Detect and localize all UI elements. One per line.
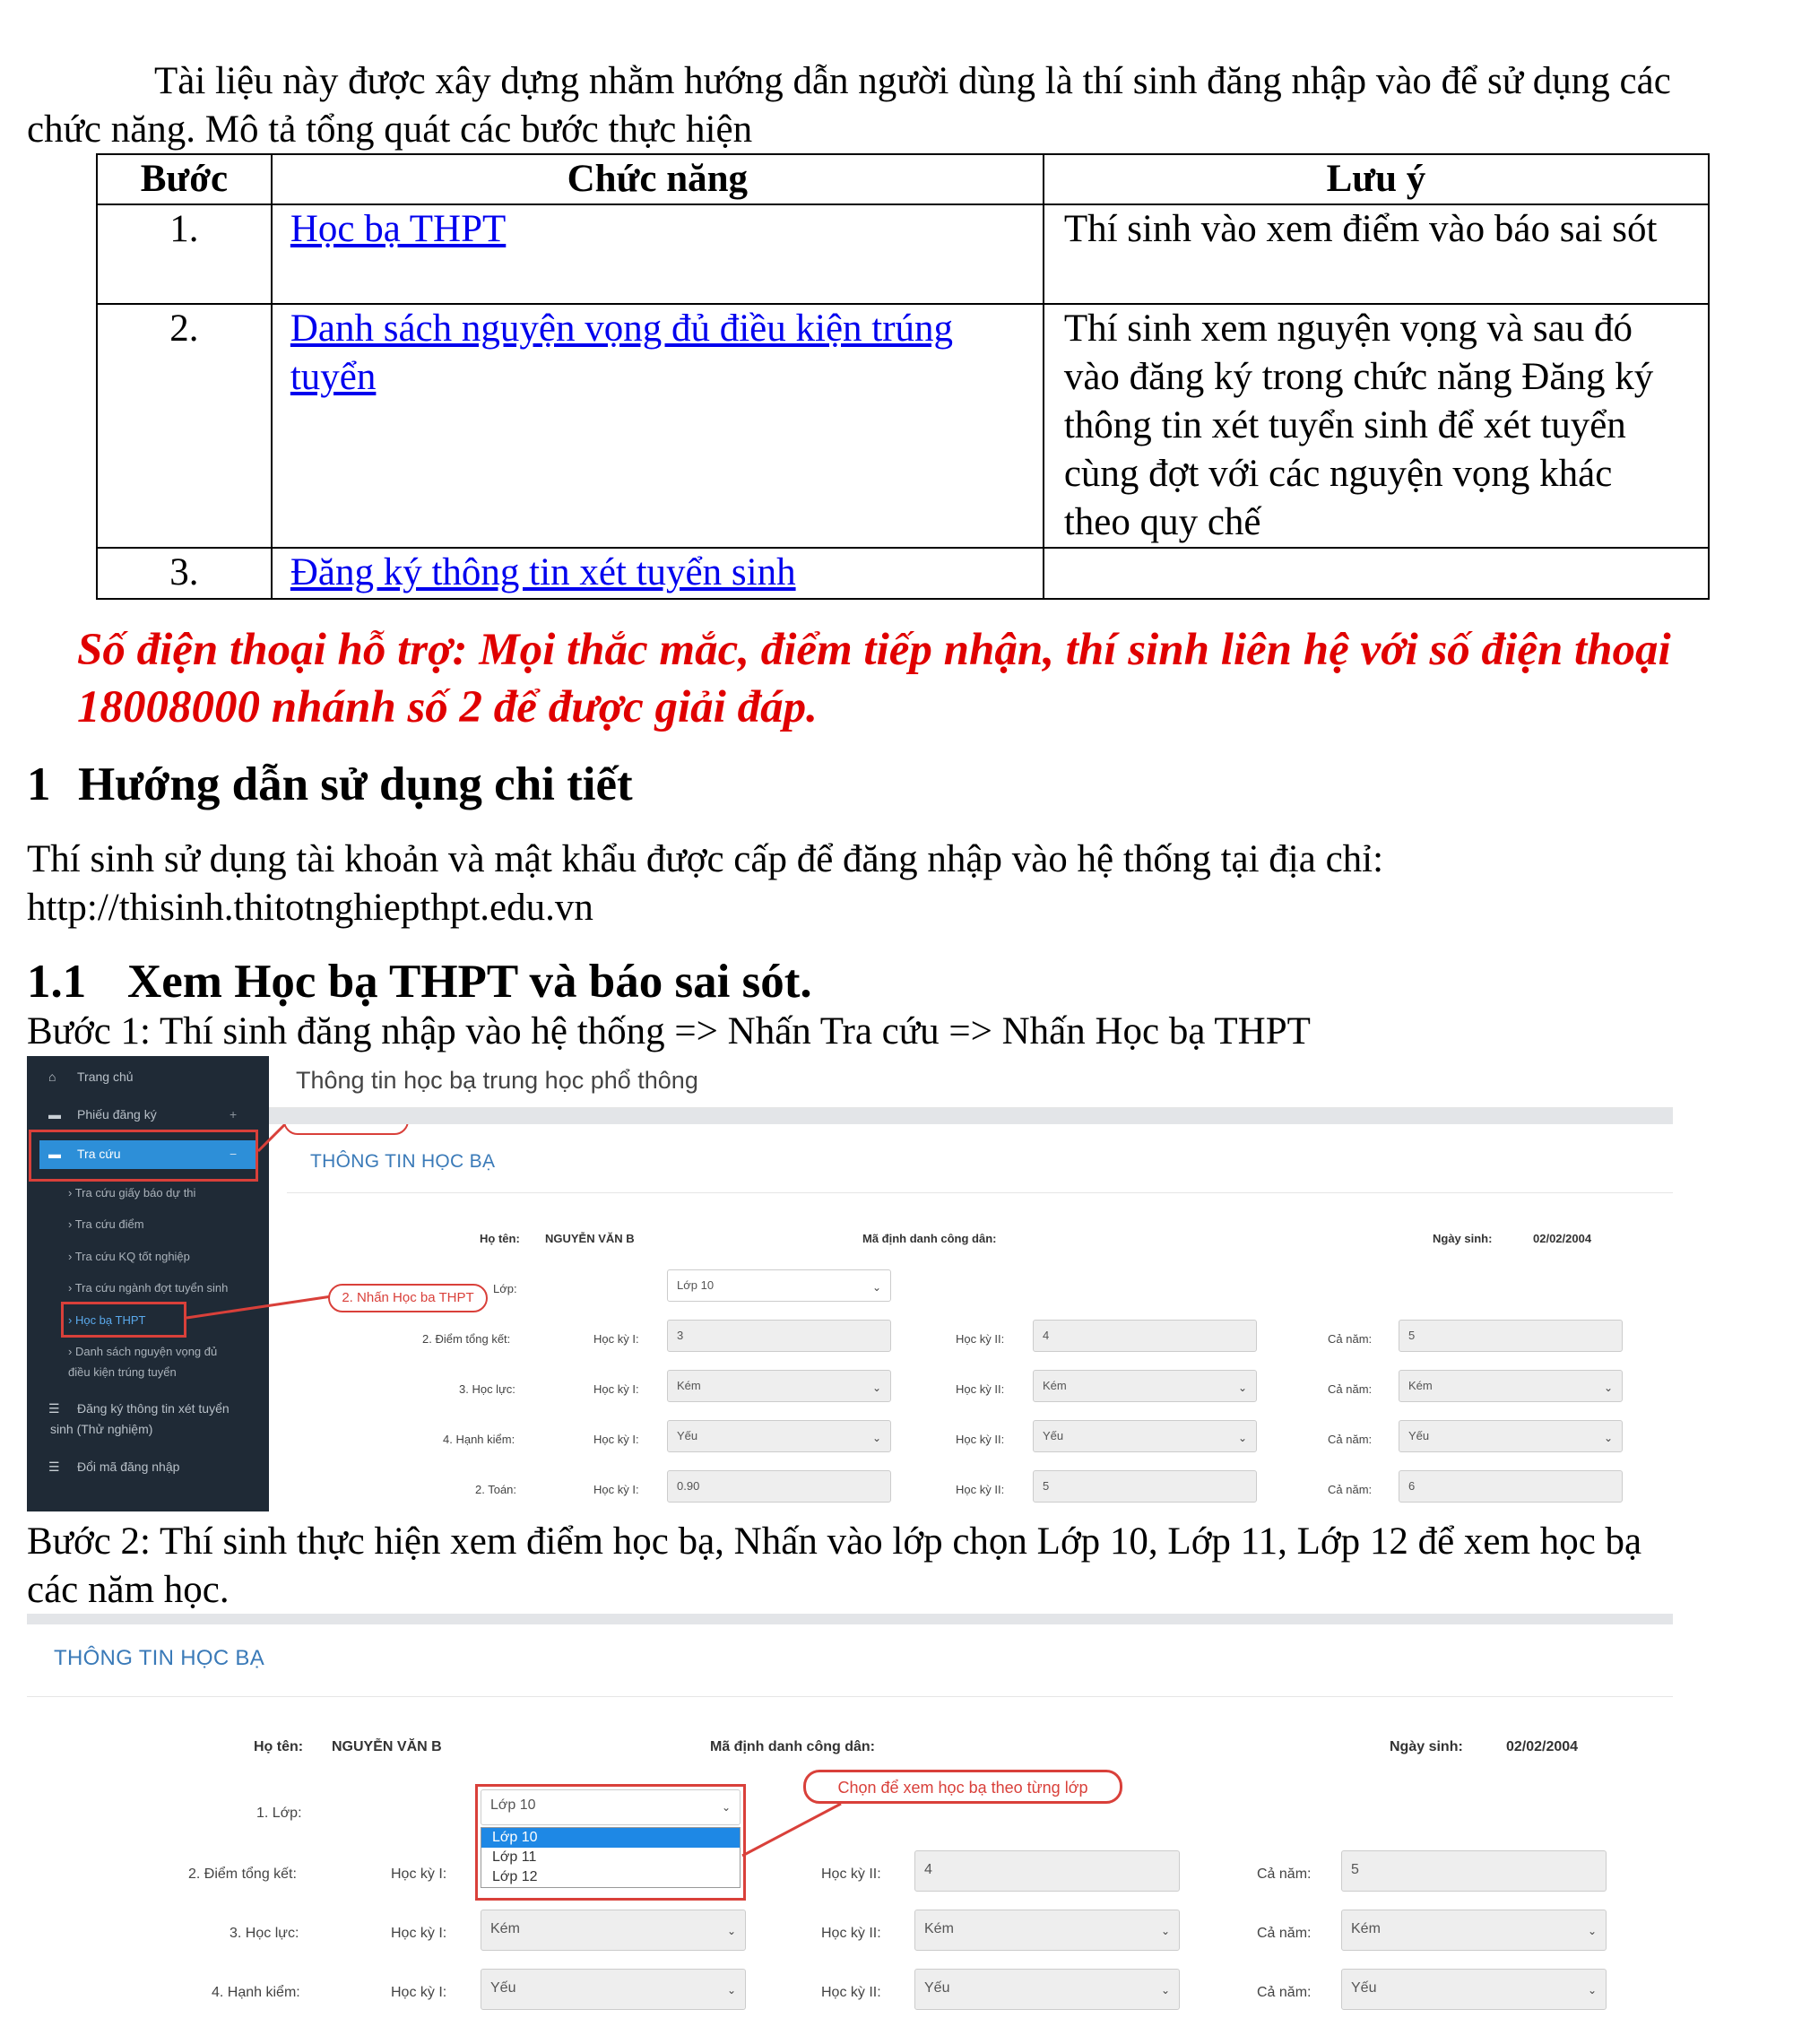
dob-value: 02/02/2004 <box>1506 1739 1579 1754</box>
chevron-down-icon: ⌄ <box>1160 1925 1170 1937</box>
panel-title: THÔNG TIN HỌC BẠ <box>310 1151 496 1172</box>
cn-label: Cả năm: <box>1328 1382 1373 1396</box>
hk2-field[interactable]: 4 <box>1033 1320 1257 1352</box>
dob-label: Ngày sinh: <box>1433 1232 1493 1245</box>
id-label: Mã định danh công dân: <box>862 1232 997 1245</box>
cn-field[interactable]: 5 <box>1399 1320 1623 1352</box>
sidebar-subitem[interactable]: › Danh sách nguyện vọng đủ <box>68 1345 218 1358</box>
row-label: 2. Điểm tổng kết: <box>188 1866 297 1882</box>
dropdown-option[interactable]: Lớp 11 <box>492 1849 537 1865</box>
name-label: Họ tên: <box>254 1739 304 1754</box>
hk2-label: Học kỳ II: <box>821 1866 881 1882</box>
page-header <box>269 1056 1673 1108</box>
row-label: 3. Học lực: <box>230 1926 299 1941</box>
hk1-field[interactable]: 3 <box>667 1320 891 1352</box>
cn-select[interactable]: Yếu ⌄ <box>1341 1969 1607 2010</box>
hk2-field[interactable]: 5 <box>1033 1470 1257 1503</box>
hk1-select[interactable]: Yếu ⌄ <box>481 1969 746 2010</box>
cn-label: Cả năm: <box>1257 1985 1312 2000</box>
hk1-label: Học kỳ I: <box>391 1866 447 1882</box>
list-icon: ☰ <box>48 1401 60 1416</box>
step-note: Thí sinh vào xem điểm vào báo sai sót <box>1044 204 1709 304</box>
row-label: 3. Học lực: <box>459 1382 515 1396</box>
table-header: Lưu ý <box>1044 154 1709 204</box>
function-link[interactable]: Danh sách nguyện vọng đủ điều kiện trúng tuyển <box>290 307 954 398</box>
hk1-label: Học kỳ I: <box>593 1332 639 1346</box>
hk2-label: Học kỳ II: <box>821 1926 881 1941</box>
header-divider <box>269 1108 1673 1124</box>
hk1-label: Học kỳ I: <box>593 1483 639 1496</box>
row-label: 4. Hạnh kiểm: <box>443 1433 515 1446</box>
hk2-select[interactable]: Kém ⌄ <box>914 1910 1180 1951</box>
intro-paragraph: Tài liệu này được xây dựng nhằm hướng dẫn người dùng là thí sinh đăng nhập vào để sử dụng các chức năng. Mô tả tổng quát các bước thực hiện <box>27 60 1671 151</box>
steps-table <box>96 153 1710 600</box>
chevron-down-icon: ⌄ <box>871 1281 881 1294</box>
table-row <box>97 548 1709 599</box>
name-label: Họ tên: <box>480 1232 520 1245</box>
chevron-down-icon: ⌄ <box>1587 1925 1597 1937</box>
hk1-select[interactable]: Kém ⌄ <box>667 1370 891 1402</box>
cn-field[interactable]: 6 <box>1399 1470 1623 1503</box>
cn-label: Cả năm: <box>1328 1332 1373 1346</box>
row-label: 4. Hạnh kiểm: <box>212 1985 300 2000</box>
callout-hocba: 2. Nhấn Học ba THPT <box>328 1284 488 1312</box>
table-header: Bước <box>97 154 272 204</box>
chevron-down-icon: ⌄ <box>871 1381 881 1394</box>
detail-paragraph: Thí sinh sử dụng tài khoản và mật khẩu được cấp để đăng nhập vào hệ thống tại địa chỉ: http://thisinh.thitotnghiepthpt.edu.vn <box>27 836 1694 932</box>
table-row <box>97 304 1709 548</box>
name-value: NGUYỄN VĂN B <box>332 1739 442 1754</box>
cn-select[interactable]: Kém ⌄ <box>1341 1910 1607 1951</box>
minus-icon: − <box>230 1147 238 1161</box>
folder-icon: ▬ <box>48 1107 61 1122</box>
chevron-down-icon: ⌄ <box>1603 1432 1613 1444</box>
function-link[interactable]: Học bạ THPT <box>290 208 507 250</box>
hk2-select[interactable]: Kém ⌄ <box>1033 1370 1257 1402</box>
chevron-down-icon: ⌄ <box>1237 1432 1247 1444</box>
callout-select-class: Chọn để xem học bạ theo từng lớp <box>803 1770 1122 1804</box>
screenshot-step2 <box>27 1614 1673 2042</box>
cn-label: Cả năm: <box>1257 1926 1312 1941</box>
step-number: 2. <box>97 304 272 548</box>
chevron-down-icon: ⌄ <box>1603 1381 1613 1394</box>
top-divider <box>27 1614 1673 1624</box>
step-note <box>1044 548 1709 599</box>
sidebar-subitem-hocba[interactable]: › Học bạ THPT <box>68 1313 146 1327</box>
row-label: 2. Điểm tổng kết: <box>422 1332 511 1346</box>
step-number: 1. <box>97 204 272 304</box>
table-row <box>97 204 1709 304</box>
hk2-label: Học kỳ II: <box>956 1382 1005 1396</box>
hk2-select[interactable]: Yếu ⌄ <box>914 1969 1180 2010</box>
step-note: Thí sinh xem nguyện vọng và sau đó vào đăng ký trong chức năng Đăng ký thông tin xét tuyển sinh để xét tuyển cùng đợt với các nguyện vọng khác theo quy chế <box>1044 304 1709 548</box>
hk1-label: Học kỳ I: <box>391 1926 447 1941</box>
sidebar: ⌂ Trang chủ ▬ Phiếu đăng ký + ▬ Tra cứu − › Tra cứu giấy báo dự thi › Tra cứu điểm › Tra cứu KQ tốt nghiệp › Tra cứu ngành đợt tuyển sinh › Học bạ THPT › Danh sách nguyện vọng đủ điều kiện trúng tuyển ☰ Đăng ký thông tin xét tuyển sinh (Thử nghiệm) ☰ Đổi mã đăng nhập <box>27 1056 269 1511</box>
hk2-label: Học kỳ II: <box>956 1332 1005 1346</box>
hk1-label: Học kỳ I: <box>391 1985 447 2000</box>
row-label: 2. Toán: <box>475 1483 517 1496</box>
panel-divider <box>27 1696 1673 1697</box>
class-label: 1. Lớp: <box>256 1806 302 1821</box>
class-select[interactable]: Lớp 10 ⌄ <box>481 1789 741 1825</box>
chevron-down-icon: ⌄ <box>721 1801 731 1814</box>
dropdown-option[interactable]: Lớp 10 <box>481 1828 740 1848</box>
plus-icon: + <box>230 1107 238 1122</box>
table-header: Chức năng <box>272 154 1044 204</box>
table-header-row <box>97 154 1709 204</box>
sidebar-subitem[interactable]: › Tra cứu KQ tốt nghiệp <box>68 1250 190 1263</box>
cn-label: Cả năm: <box>1328 1483 1373 1496</box>
class-label: Lớp: <box>493 1282 517 1295</box>
dropdown-option[interactable]: Lớp 12 <box>492 1869 538 1884</box>
hk1-label: Học kỳ I: <box>593 1433 639 1446</box>
cn-select[interactable]: Yếu ⌄ <box>1399 1420 1623 1452</box>
callout-connector <box>735 1793 861 1865</box>
site-url: http://thisinh.thitotnghiepthpt.edu.vn <box>27 887 593 929</box>
hk1-label: Học kỳ I: <box>593 1382 639 1396</box>
panel-title: THÔNG TIN HỌC BẠ <box>54 1646 265 1670</box>
sidebar-subitem[interactable]: › Tra cứu ngành đợt tuyển sinh <box>68 1281 229 1295</box>
page-title: Thông tin học bạ trung học phổ thông <box>296 1067 698 1094</box>
sidebar-subitem: điều kiện trúng tuyển <box>68 1365 177 1379</box>
subsection-heading: 1.1 Xem Học bạ THPT và báo sai sót. <box>27 956 812 1008</box>
chevron-down-icon: ⌄ <box>726 1925 736 1937</box>
section-heading: 1 Hướng dẫn sử dụng chi tiết <box>27 758 633 810</box>
class-dropdown <box>481 1827 741 1888</box>
dob-label: Ngày sinh: <box>1390 1739 1463 1754</box>
cn-field[interactable]: 5 <box>1341 1850 1607 1892</box>
support-notice: Số điện thoại hỗ trợ: Mọi thắc mắc, điểm tiếp nhận, thí sinh liên hệ với số điện thoại 18008000 nhánh số 2 để được giải đáp. <box>77 625 1671 732</box>
dob-value: 02/02/2004 <box>1533 1232 1592 1245</box>
id-label: Mã định danh công dân: <box>710 1739 875 1754</box>
cn-label: Cả năm: <box>1328 1433 1373 1446</box>
hk2-select[interactable]: Yếu ⌄ <box>1033 1420 1257 1452</box>
step-number: 3. <box>97 548 272 599</box>
hk2-label: Học kỳ II: <box>956 1433 1005 1446</box>
folder-icon: ▬ <box>48 1147 61 1161</box>
chevron-down-icon: ⌄ <box>871 1432 881 1444</box>
chevron-down-icon: ⌄ <box>726 1984 736 1996</box>
function-link[interactable]: Đăng ký thông tin xét tuyển sinh <box>290 551 796 593</box>
cn-label: Cả năm: <box>1257 1866 1312 1882</box>
step2-text: Bước 2: Thí sinh thực hiện xem điểm học bạ, Nhấn vào lớp chọn Lớp 10, Lớp 11, Lớp 12 để xem học bạ các năm học. <box>27 1520 1642 1611</box>
sidebar-subitem[interactable]: › Tra cứu giấy báo dự thi <box>68 1186 196 1200</box>
name-value: NGUYỄN VĂN B <box>545 1232 635 1245</box>
class-select[interactable]: Lớp 10 ⌄ <box>667 1269 891 1302</box>
list-icon: ☰ <box>48 1459 60 1474</box>
screenshot-step1 <box>27 1056 1673 1511</box>
cn-select[interactable]: Kém ⌄ <box>1399 1370 1623 1402</box>
hk2-label: Học kỳ II: <box>956 1483 1005 1496</box>
home-icon: ⌂ <box>48 1070 56 1084</box>
hk2-label: Học kỳ II: <box>821 1985 881 2000</box>
sidebar-subitem[interactable]: › Tra cứu điểm <box>68 1217 144 1231</box>
chevron-down-icon: ⌄ <box>1160 1984 1170 1996</box>
hk2-field[interactable]: 4 <box>914 1850 1180 1892</box>
chevron-down-icon: ⌄ <box>1587 1984 1597 1996</box>
hk1-field[interactable]: 0.90 <box>667 1470 891 1503</box>
hk1-select[interactable]: Yếu ⌄ <box>667 1420 891 1452</box>
panel-divider <box>287 1192 1673 1193</box>
hk1-select[interactable]: Kém ⌄ <box>481 1910 746 1951</box>
chevron-down-icon: ⌄ <box>1237 1381 1247 1394</box>
step1-text: Bước 1: Thí sinh đăng nhập vào hệ thống => Nhấn Tra cứu => Nhấn Học bạ THPT <box>27 1010 1311 1052</box>
